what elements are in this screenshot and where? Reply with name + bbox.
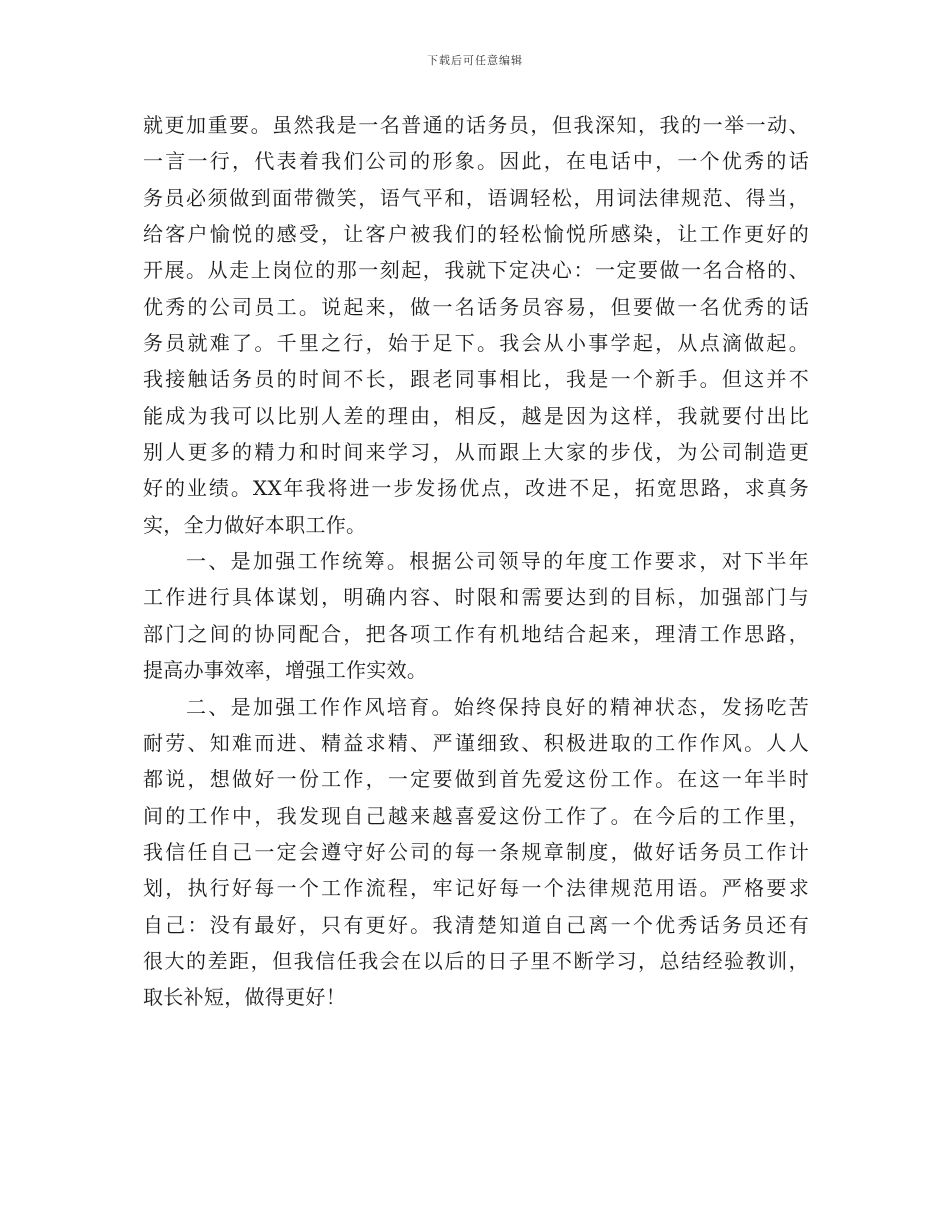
text-line: 好的业绩。XX年我将进一步发扬优点，改进不足，拓宽思路，求真务	[143, 476, 809, 501]
text-line: 我信任自己一定会遵守好公司的每一条规章制度，做好话务员工作计	[143, 839, 809, 864]
text-line: 二、是加强工作作风培育。始终保持良好的精神状态，发扬吃苦	[186, 694, 809, 719]
text-line: 工作进行具体谋划，明确内容、时限和需要达到的目标，加强部门与	[143, 585, 809, 610]
text-line: 优秀的公司员工。说起来，做一名话务员容易，但要做一名优秀的话	[143, 294, 809, 319]
text-line: 划，执行好每一个工作流程，牢记好每一个法律规范用语。严格要求	[143, 876, 809, 901]
text-line: 别人更多的精力和时间来学习，从而跟上大家的步伐，为公司制造更	[143, 440, 809, 465]
page-header: 下载后可任意编辑	[427, 54, 523, 67]
text-line: 我接触话务员的时间不长，跟老同事相比，我是一个新手。但这并不	[143, 367, 809, 392]
text-line: 耐劳、知难而进、精益求精、严谨细致、积极进取的工作作风。人人	[143, 730, 809, 755]
text-line: 间的工作中，我发现自己越来越喜爱这份工作了。在今后的工作里，	[143, 803, 809, 828]
text-line: 一、是加强工作统筹。根据公司领导的年度工作要求，对下半年	[186, 549, 809, 574]
text-line: 务员就难了。千里之行，始于足下。我会从小事学起，从点滴做起。	[143, 331, 809, 356]
text-line: 取长补短，做得更好！	[143, 985, 346, 1010]
text-line: 能成为我可以比别人差的理由，相反，越是因为这样，我就要付出比	[143, 403, 809, 428]
text-line: 提高办事效率，增强工作实效。	[143, 658, 428, 683]
text-line: 一言一行，代表着我们公司的形象。因此，在电话中，一个优秀的话	[143, 149, 809, 174]
text-line: 开展。从走上岗位的那一刻起，我就下定决心：一定要做一名合格的、	[143, 258, 809, 283]
text-line: 很大的差距，但我信任我会在以后的日子里不断学习，总结经验教训，	[143, 948, 809, 973]
text-line: 实，全力做好本职工作。	[143, 512, 367, 537]
text-line: 就更加重要。虽然我是一名普通的话务员，但我深知，我的一举一动、	[143, 113, 809, 137]
text-line: 务员必须做到面带微笑，语气平和，语调轻松，用词法律规范、得当，	[143, 185, 809, 210]
text-line: 部门之间的协同配合，把各项工作有机地结合起来，理清工作思路，	[143, 621, 809, 646]
text-line: 都说，想做好一份工作，一定要做到首先爱这份工作。在这一年半时	[143, 767, 809, 792]
text-line: 给客户愉悦的感受，让客户被我们的轻松愉悦所感染，让工作更好的	[143, 222, 809, 247]
text-line: 自己：没有最好，只有更好。我清楚知道自己离一个优秀话务员还有	[143, 912, 809, 937]
document-body	[143, 107, 809, 1016]
